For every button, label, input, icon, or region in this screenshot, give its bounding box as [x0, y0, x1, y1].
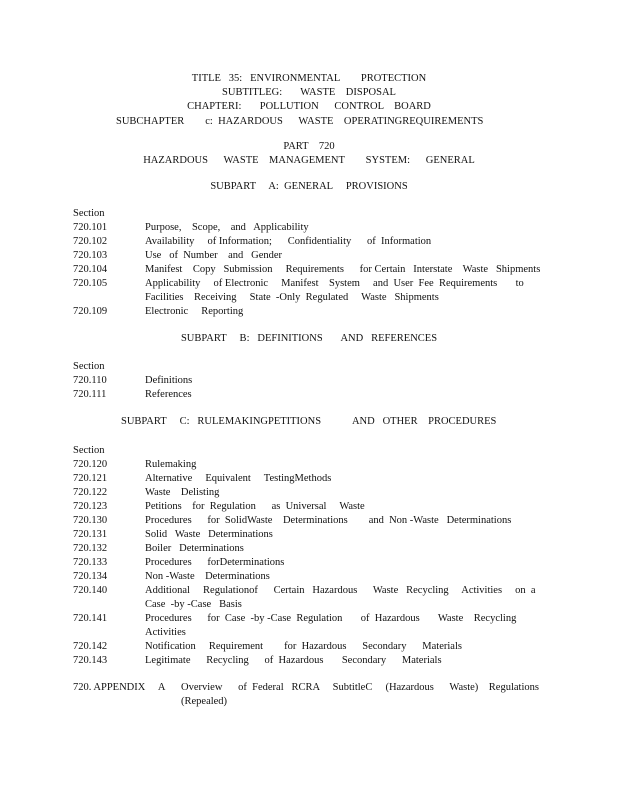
section-title: Additional Regulationof Certain Hazardous Waste Recycling Activities on a	[145, 585, 536, 596]
section-number: 720.103	[73, 250, 108, 261]
subpart-c-heading: SUBPART C: RULEMAKINGPETITIONS AND OTHER PROCEDURES	[121, 416, 497, 427]
section-label: Section	[73, 361, 105, 372]
section-title: Non -Waste Determinations	[145, 571, 270, 582]
section-number: 720.142	[73, 641, 108, 652]
chapter-line: CHAPTERI: POLLUTION CONTROL BOARD	[187, 101, 431, 112]
appendix-title: Overview of Federal RCRA SubtitleC (Hazardous Waste) Regulations	[181, 682, 539, 693]
section-number: 720.123	[73, 501, 108, 512]
section-title: Procedures for Case -by -Case Regulation of Hazardous Waste Recycling	[145, 613, 517, 624]
section-label: Section	[73, 208, 105, 219]
section-title: Procedures for SolidWaste Determinations and Non -Waste Determinations	[145, 515, 512, 526]
section-title: Availability of Information; Confidentiality of Information	[145, 236, 432, 247]
subtitle-line: SUBTITLEG: WASTE DISPOSAL	[222, 87, 396, 98]
section-number: 720.130	[73, 515, 108, 526]
section-number: 720.134	[73, 571, 108, 582]
section-title: References	[145, 389, 192, 400]
section-number: 720.101	[73, 222, 108, 233]
section-title: Use of Number and Gender	[145, 250, 283, 261]
section-number: 720.132	[73, 543, 108, 554]
section-title: Electronic Reporting	[145, 306, 244, 317]
section-number: 720.141	[73, 613, 108, 624]
section-title: Petitions for Regulation as Universal Waste	[145, 501, 365, 512]
section-number: 720.109	[73, 306, 108, 317]
section-number: 720.140	[73, 585, 108, 596]
section-label: Section	[73, 445, 105, 456]
section-number: 720.111	[73, 389, 107, 400]
section-title: Legitimate Recycling of Hazardous Secondary Materials	[145, 655, 442, 666]
section-number: 720.102	[73, 236, 108, 247]
subpart-a-heading: SUBPART A: GENERAL PROVISIONS	[210, 181, 408, 192]
part-line: PART 720	[283, 141, 335, 152]
section-title: Rulemaking	[145, 459, 197, 470]
section-title-continued: Facilities Receiving State -Only Regulated Waste Shipments	[145, 292, 439, 303]
section-number: 720.131	[73, 529, 108, 540]
section-number: 720.104	[73, 264, 108, 275]
section-title-continued: Activities	[145, 627, 186, 638]
appendix-label: 720. APPENDIX A	[73, 682, 166, 693]
section-number: 720.133	[73, 557, 108, 568]
section-title: Waste Delisting	[145, 487, 220, 498]
section-title: Alternative Equivalent TestingMethods	[145, 473, 332, 484]
section-number: 720.110	[73, 375, 107, 386]
subpart-b-heading: SUBPART B: DEFINITIONS AND REFERENCES	[180, 333, 438, 344]
section-title: Definitions	[145, 375, 193, 386]
section-title: Procedures forDeterminations	[145, 557, 285, 568]
section-title: Solid Waste Determinations	[145, 529, 273, 540]
appendix-title-continued: (Repealed)	[181, 696, 228, 707]
section-number: 720.143	[73, 655, 108, 666]
section-title: Notification Requirement for Hazardous Secondary Materials	[145, 641, 462, 652]
section-number: 720.120	[73, 459, 108, 470]
section-title: Boiler Determinations	[145, 543, 244, 554]
title-line: TITLE 35: ENVIRONMENTAL PROTECTION	[191, 73, 427, 84]
section-number: 720.121	[73, 473, 108, 484]
section-number: 720.105	[73, 278, 108, 289]
section-title-continued: Case -by -Case Basis	[145, 599, 242, 610]
section-number: 720.122	[73, 487, 108, 498]
subchapter-line: SUBCHAPTER c: HAZARDOUS WASTE OPERATINGREQUIREMENTS	[116, 116, 484, 127]
section-title: Purpose, Scope, and Applicability	[145, 222, 309, 233]
section-title: Applicability of Electronic Manifest System and User Fee Requirements to	[145, 278, 524, 289]
part-name-line: HAZARDOUS WASTE MANAGEMENT SYSTEM: GENERAL	[143, 155, 475, 166]
section-title: Manifest Copy Submission Requirements for Certain Interstate Waste Shipments	[145, 264, 541, 275]
